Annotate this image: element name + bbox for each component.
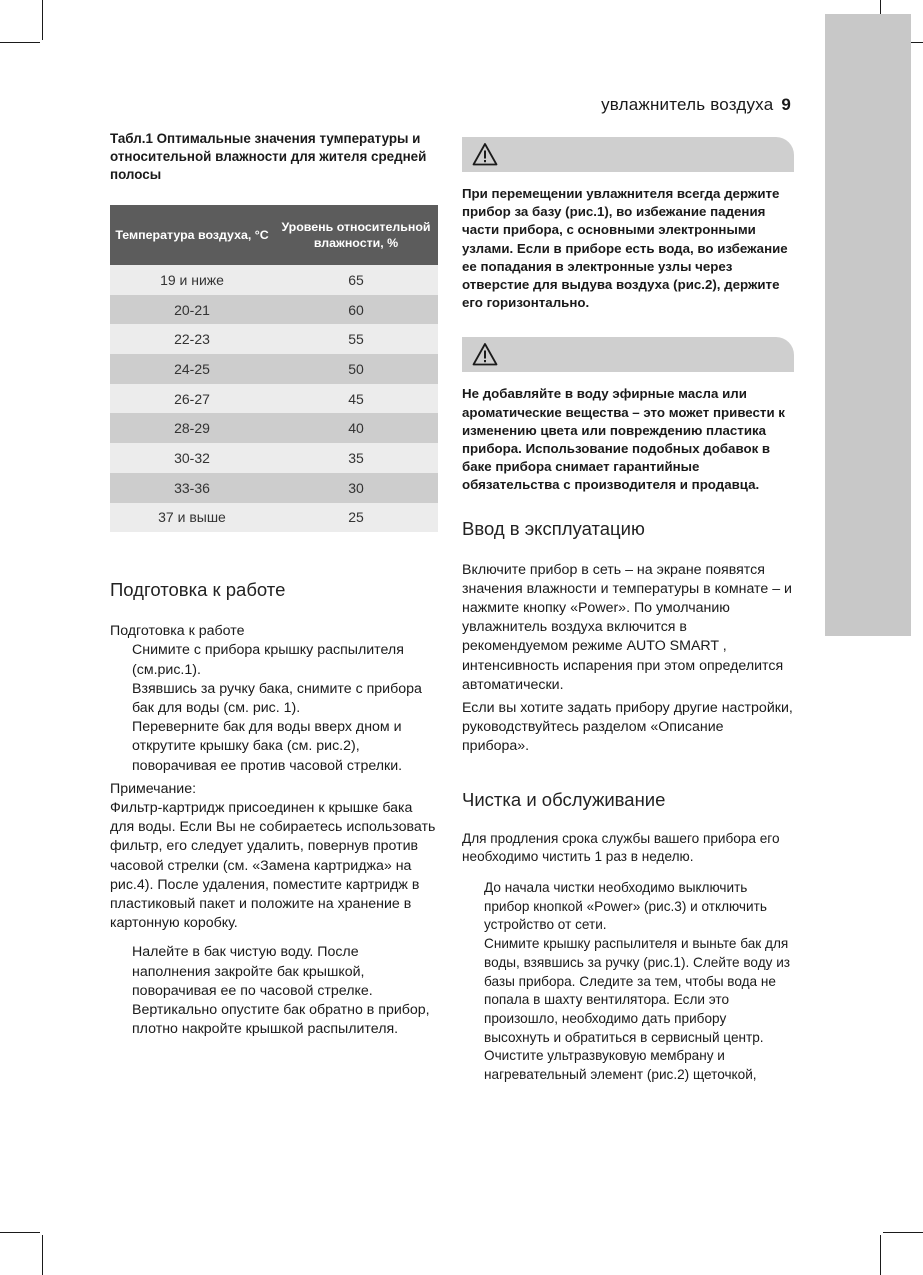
table-row	[110, 265, 438, 295]
crop-mark	[883, 1232, 923, 1233]
crop-mark	[42, 1235, 43, 1275]
cleaning-block	[462, 830, 794, 1085]
table-row	[110, 473, 438, 503]
crop-mark	[42, 0, 43, 40]
cell-temperature: 22-23	[110, 324, 274, 354]
prep-step: Налейте в бак чистую воду. После наполнения закройте бак крышкой, поворачивая ее по часовой стрелке.	[132, 944, 373, 999]
cell-humidity: 65	[274, 265, 438, 295]
table-row	[110, 324, 438, 354]
cell-temperature: 19 и ниже	[110, 265, 274, 295]
cell-temperature: 20-21	[110, 295, 274, 325]
subheading-preparation: Подготовка к работе	[110, 623, 245, 640]
prep-step: Взявшись за ручку бака, снимите с прибора бак для воды (см. рис. 1).	[132, 680, 422, 716]
right-column	[462, 137, 794, 1085]
cleaning-intro: Для продления срока службы вашего прибора его необходимо чистить 1 раз в неделю.	[462, 830, 780, 865]
section-heading-preparation: Подготовка к работе	[110, 579, 286, 601]
table-row	[110, 443, 438, 473]
crop-mark	[880, 1235, 881, 1275]
cell-humidity: 50	[274, 354, 438, 384]
table-header-humidity: Уровень относительной влажности, %	[274, 205, 438, 265]
table-caption: Табл.1 Оптимальные значения тумпературы и относительной влажности для жителя средней полосы	[110, 131, 427, 182]
crop-mark	[0, 1232, 40, 1233]
prep-step: Вертикально опустите бак обратно в прибор, плотно накройте крышкой распылителя.	[132, 1002, 430, 1038]
cleaning-step: Снимите крышку распылителя и выньте бак для воды, взявшись за ручку (рис.1). Слейте воду из базы прибора. Следите за тем, чтобы вода не попала в шахту вентилятора. Если это произошло, необходимо дать прибору высохнуть и обратиться в сервисный центр.	[484, 936, 791, 1045]
cell-temperature: 28-29	[110, 413, 274, 443]
cell-humidity: 55	[274, 324, 438, 354]
startup-paragraph: Если вы хотите задать прибору другие настройки, руководствуйтесь разделом «Описание прибора».	[462, 700, 793, 755]
note-text: Фильтр-картридж присоединен к крышке бака для воды. Если Вы не собираетесь использовать фильтр, его следует удалить, повернув против часовой стрелки (см. «Замена картриджа» на рис.4). После удаления, поместите картридж в пластиковый пакет и положите на хранение в картонную коробку.	[110, 800, 436, 932]
table-row	[110, 503, 438, 533]
cell-humidity: 25	[274, 503, 438, 533]
startup-paragraph: Включите прибор в сеть – на экране появятся значения влажности и температуры в комнате – и нажмите кнопку «Power». По умолчанию увлажнитель воздуха включится в рекомендуемом режиме AUTO SMART , интенсивность испарения при этом определится автоматически.	[462, 561, 792, 693]
warning-text: При перемещении увлажнителя всегда держите прибор за базу (рис.1), во избежание падения части прибора, с основными электронными узлами. Если в приборе есть вода, во избежание ее попадания в электронные узлы через отверстие для выдува воздуха (рис.2), держите его горизонтально.	[462, 186, 788, 311]
side-tab	[825, 14, 911, 636]
header-title: увлажнитель воздуха	[601, 95, 774, 114]
climate-table	[110, 205, 438, 532]
cell-temperature: 33-36	[110, 473, 274, 503]
warning-text: Не добавляйте в воду эфирные масла или ароматические вещества – это может привести к изменению цвета или повреждению пластика прибора. Использование подобных добавок в баке прибора снимает гарантийные обязательства с производителя и продавца.	[462, 386, 785, 493]
page-number: 9	[781, 95, 791, 114]
prep-step: Переверните бак для воды вверх дном и открутите крышку бака (см. рис.2), поворачивая ее против часовой стрелки.	[132, 719, 403, 774]
section-heading-cleaning: Чистка и обслуживание	[462, 788, 666, 810]
warning-bar	[462, 137, 794, 172]
cell-temperature: 26-27	[110, 384, 274, 414]
cleaning-step: Очистите ультразвуковую мембрану и нагревательный элемент (рис.2) щеточкой,	[484, 1048, 757, 1083]
prep-step: Снимите с прибора крышку распылителя (см.рис.1).	[132, 642, 404, 678]
cell-humidity: 35	[274, 443, 438, 473]
table-row	[110, 413, 438, 443]
page-header	[601, 95, 791, 115]
left-column	[110, 130, 440, 1039]
table-row	[110, 295, 438, 325]
table-row	[110, 384, 438, 414]
section-heading-startup: Ввод в эксплуатацию	[462, 517, 645, 539]
cell-humidity: 30	[274, 473, 438, 503]
cell-humidity: 45	[274, 384, 438, 414]
crop-mark	[0, 42, 40, 43]
table-header-temperature: Температура воздуха, °С	[110, 205, 274, 265]
note-label: Примечание:	[110, 780, 197, 797]
cell-temperature: 30-32	[110, 443, 274, 473]
table-row	[110, 354, 438, 384]
cell-humidity: 60	[274, 295, 438, 325]
warning-bar	[462, 337, 794, 372]
warning-triangle-icon	[472, 142, 498, 166]
cleaning-step: До начала чистки необходимо выключить прибор кнопкой «Power» (рис.3) и отключить устройство от сети.	[484, 880, 767, 933]
warning-triangle-icon	[472, 342, 498, 366]
cell-temperature: 24-25	[110, 354, 274, 384]
cell-temperature: 37 и выше	[110, 503, 274, 533]
cell-humidity: 40	[274, 413, 438, 443]
